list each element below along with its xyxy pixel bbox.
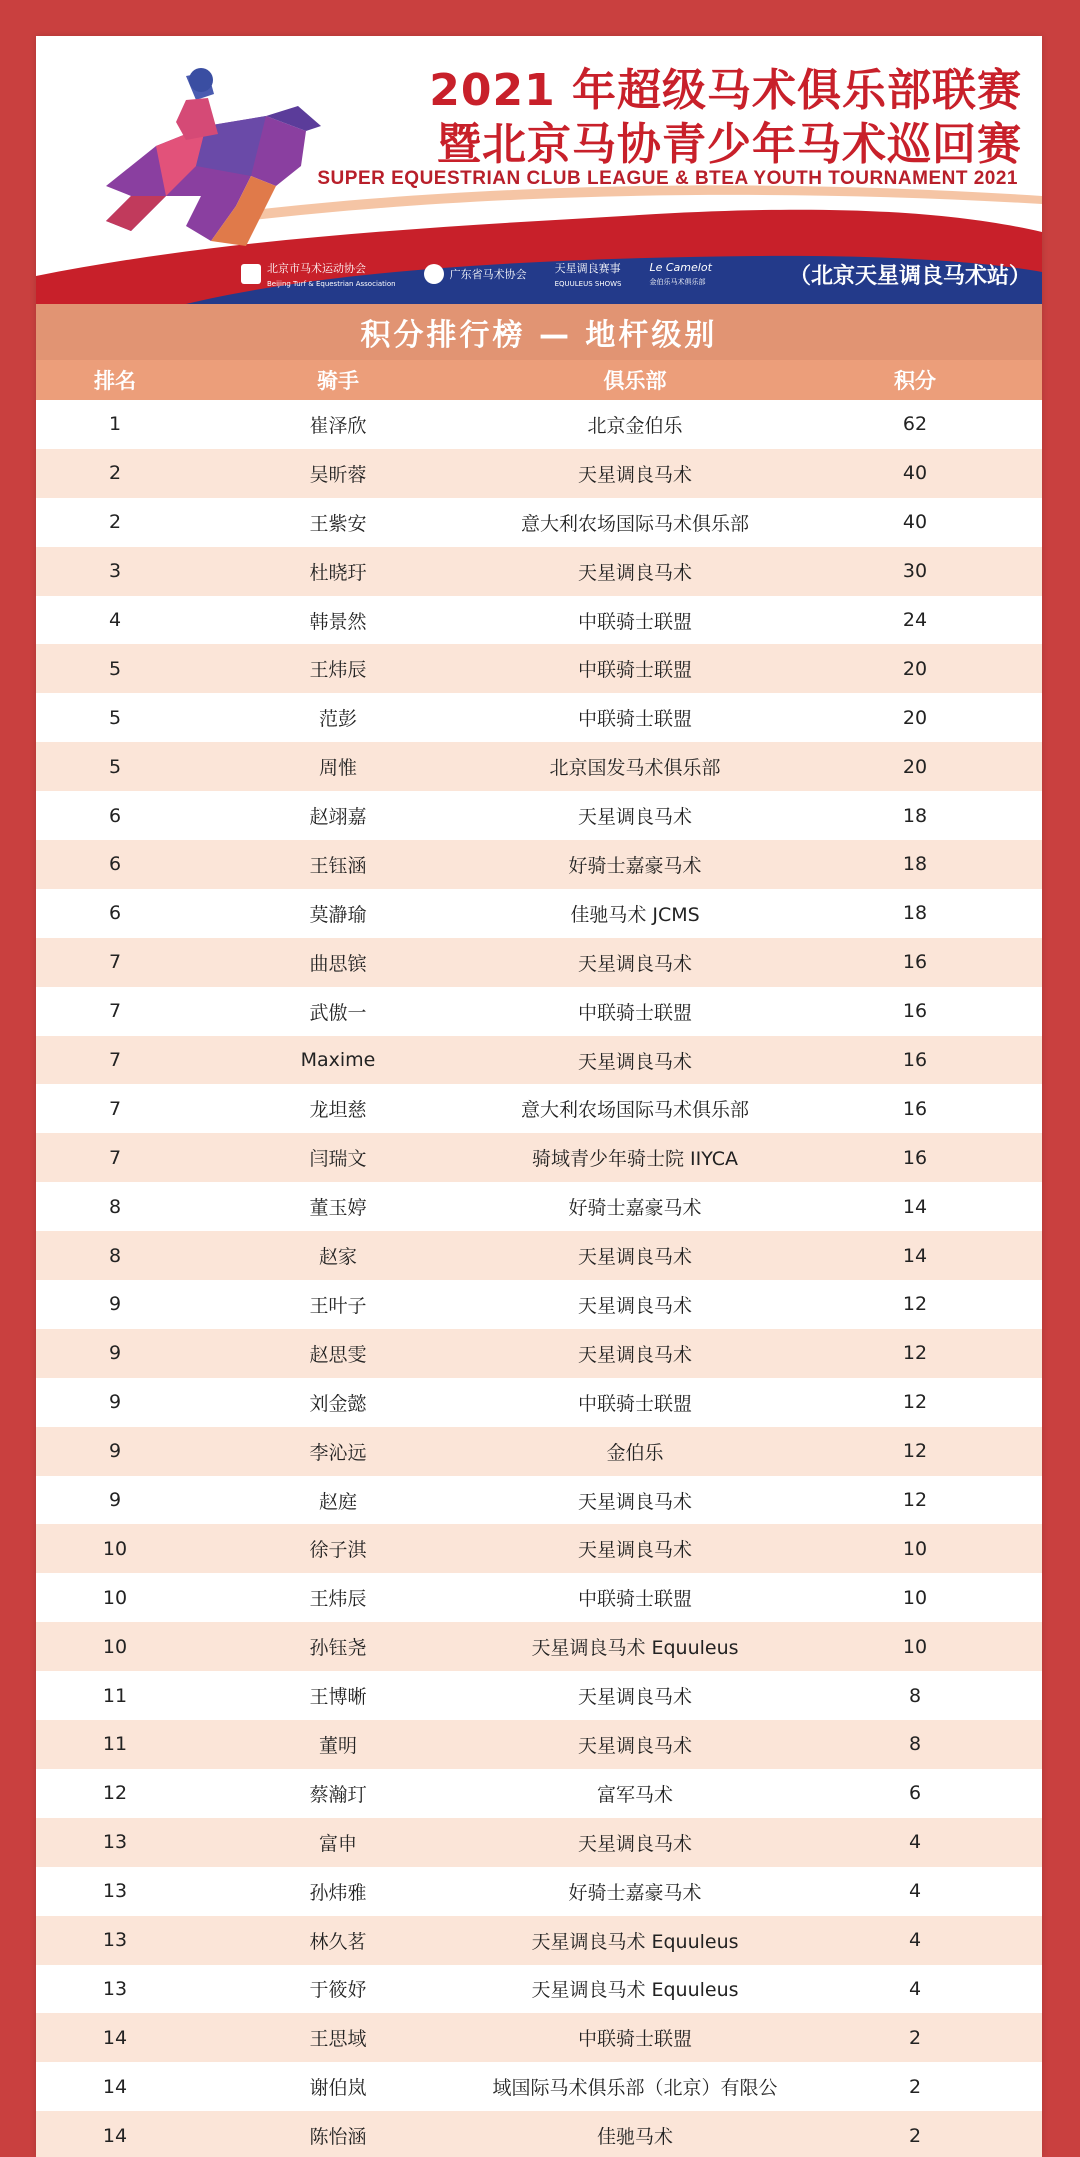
rank-cell: 9: [108, 1440, 122, 1463]
rider-cell: Maxime: [300, 1049, 376, 1072]
club-cell: 好骑士嘉豪马术: [568, 854, 702, 877]
table-row: [36, 547, 1042, 596]
points-cell: 12: [902, 1342, 928, 1365]
table-row: [36, 1916, 1042, 1965]
rider-cell: 王紫安: [309, 512, 367, 535]
points-cell: 8: [908, 1684, 922, 1707]
table-row: [36, 1036, 1042, 1085]
sponsor-btea: [241, 260, 396, 289]
club-cell: 天星调良马术: [577, 1832, 692, 1855]
rider-cell: 王钰涵: [309, 854, 367, 877]
club-cell: 金伯乐: [606, 1441, 664, 1464]
rank-cell: 7: [108, 1146, 122, 1169]
rank-cell: 9: [108, 1342, 122, 1365]
rider-cell: 莫瀞瑜: [309, 903, 367, 926]
club-cell: 天星调良马术: [577, 952, 692, 975]
column-header-club: 俱乐部: [603, 369, 667, 393]
club-cell: 天星调良马术: [577, 561, 692, 584]
points-cell: 16: [902, 1146, 928, 1169]
points-cell: 16: [902, 1000, 928, 1023]
rank-cell: 12: [102, 1782, 128, 1805]
points-cell: 10: [902, 1537, 928, 1560]
rank-cell: 8: [108, 1195, 122, 1218]
table-row: [36, 2111, 1042, 2157]
table-row: [36, 1231, 1042, 1280]
points-cell: 20: [902, 706, 928, 729]
rank-cell: 5: [108, 657, 122, 680]
rank-cell: 13: [102, 1831, 128, 1854]
points-cell: 20: [902, 755, 928, 778]
points-cell: 10: [902, 1586, 928, 1609]
sponsor-sub: EQUULEUS SHOWS: [554, 279, 622, 288]
table-row: [36, 498, 1042, 547]
points-cell: 40: [902, 511, 928, 534]
rider-cell: 谢伯岚: [309, 2077, 367, 2100]
rank-cell: 7: [108, 1097, 122, 1120]
rank-cell: 6: [108, 804, 122, 827]
sponsor-camelot: [649, 261, 711, 287]
sponsor-name: 北京市马术运动协会: [267, 261, 366, 275]
table-row: [36, 1329, 1042, 1378]
club-cell: 天星调良马术: [577, 1734, 692, 1757]
table-row: [36, 1133, 1042, 1182]
table-row: [36, 1280, 1042, 1329]
club-cell: 天星调良马术: [577, 1686, 692, 1709]
rank-cell: 1: [108, 413, 122, 436]
points-cell: 30: [902, 560, 928, 583]
club-cell: 天星调良马术: [577, 1539, 692, 1562]
club-cell: 意大利农场国际马术俱乐部: [520, 512, 749, 535]
rider-cell: 王博晰: [309, 1686, 367, 1709]
club-cell: 域国际马术俱乐部（北京）有限公: [492, 2077, 778, 2100]
equestrian-rider-icon: [106, 68, 321, 246]
rank-cell: 7: [108, 1049, 122, 1072]
table-row: [36, 1524, 1042, 1573]
table-row: [36, 1476, 1042, 1525]
points-cell: 12: [902, 1489, 928, 1512]
rank-cell: 14: [102, 2026, 128, 2049]
sponsor-sub: Beijing Turf & Equestrian Association: [267, 279, 396, 288]
points-cell: 6: [908, 1782, 922, 1805]
points-cell: 4: [908, 1929, 922, 1952]
title-english: SUPER EQUESTRIAN CLUB LEAGUE & BTEA YOUTH TOURNAMENT 2021: [317, 168, 1018, 189]
club-cell: 中联骑士联盟: [577, 1001, 692, 1024]
rider-cell: 王炜辰: [309, 1588, 367, 1611]
table-row: [36, 2062, 1042, 2111]
title-line-1: 2021 年超级马术俱乐部联赛: [429, 65, 1022, 116]
sponsor-name: 广东省马术协会: [449, 268, 527, 281]
table-row: [36, 400, 1042, 449]
event-banner: [36, 36, 1042, 304]
rider-cell: 陈怡涵: [309, 2126, 367, 2149]
points-cell: 4: [908, 1880, 922, 1903]
rider-cell: 董明: [318, 1734, 357, 1757]
rank-cell: 13: [102, 1880, 128, 1903]
rider-cell: 蔡瀚玎: [309, 1783, 367, 1806]
points-cell: 16: [902, 951, 928, 974]
rider-cell: 董玉婷: [309, 1197, 367, 1220]
table-row: [36, 1084, 1042, 1133]
points-cell: 2: [908, 2075, 922, 2098]
club-cell: 天星调良马术: [577, 463, 692, 486]
club-cell: 天星调良马术: [577, 1490, 692, 1513]
rank-cell: 5: [108, 706, 122, 729]
association-logo: [241, 264, 261, 284]
club-cell: 佳驰马术: [596, 2126, 673, 2149]
rank-cell: 7: [108, 1000, 122, 1023]
club-cell: 意大利农场国际马术俱乐部: [520, 1099, 749, 1122]
rank-cell: 4: [108, 609, 122, 631]
rider-cell: 孙钰尧: [309, 1637, 367, 1660]
board-title: 积分排行榜 — 地杆级别: [36, 304, 1042, 360]
table-row: [36, 1427, 1042, 1476]
table-row: [36, 1867, 1042, 1916]
rider-cell: 于筱妤: [309, 1979, 367, 2002]
table-row: [36, 1378, 1042, 1427]
rank-cell: 14: [102, 2124, 128, 2147]
station-label: （北京天星调良马术站）: [788, 263, 1031, 289]
club-cell: 中联骑士联盟: [577, 659, 692, 682]
points-cell: 2: [908, 2026, 922, 2049]
table-row: [36, 1671, 1042, 1720]
club-cell: 富军马术: [596, 1783, 673, 1806]
column-header-points: 积分: [894, 369, 936, 393]
club-cell: 中联骑士联盟: [577, 2028, 692, 2051]
points-cell: 10: [902, 1635, 928, 1658]
club-cell: 中联骑士联盟: [577, 610, 692, 633]
rider-cell: 徐子淇: [309, 1539, 367, 1562]
club-cell: 天星调良马术 Equuleus: [531, 1930, 739, 1953]
rider-cell: 龙坦慈: [309, 1099, 367, 1122]
points-cell: 12: [902, 1293, 928, 1316]
rank-cell: 7: [108, 951, 122, 974]
rank-cell: 10: [102, 1586, 128, 1609]
points-cell: 18: [902, 804, 928, 827]
sponsor-sub: 金伯乐马术俱乐部: [649, 278, 706, 286]
points-cell: 4: [908, 1977, 922, 2000]
points-cell: 18: [902, 853, 928, 876]
club-cell: 佳驰马术 JCMS: [570, 903, 700, 926]
rider-cell: 林久茗: [309, 1930, 367, 1953]
club-cell: 中联骑士联盟: [577, 708, 692, 731]
column-header-rank: 排名: [94, 369, 136, 393]
table-row: [36, 1182, 1042, 1231]
rank-cell: 14: [102, 2075, 128, 2098]
rank-cell: 2: [108, 511, 122, 534]
ranking-table: [36, 360, 1042, 2157]
rider-cell: 赵思雯: [309, 1343, 367, 1366]
club-cell: 天星调良马术 Equuleus: [531, 1979, 739, 2002]
club-cell: 天星调良马术: [577, 1050, 692, 1073]
club-cell: 中联骑士联盟: [577, 1392, 692, 1415]
club-cell: 北京金伯乐: [587, 414, 683, 437]
rider-cell: 崔泽欣: [309, 414, 367, 437]
column-header-rider: 骑手: [317, 369, 359, 393]
rider-cell: 赵家: [318, 1246, 357, 1269]
rider-cell: 王炜辰: [309, 659, 367, 682]
club-cell: 中联骑士联盟: [577, 1588, 692, 1611]
points-cell: 16: [902, 1097, 928, 1120]
club-cell: 天星调良马术 Equuleus: [531, 1637, 739, 1660]
rider-cell: 范彭: [318, 708, 357, 731]
rank-cell: 11: [102, 1733, 128, 1756]
sponsor-name: Le Camelot: [649, 261, 712, 274]
table-row: [36, 1720, 1042, 1769]
points-cell: 4: [908, 1831, 922, 1854]
rider-cell: 富申: [318, 1832, 357, 1855]
rank-cell: 6: [108, 853, 122, 876]
table-row: [36, 1769, 1042, 1818]
club-cell: 北京国发马术俱乐部: [549, 757, 721, 780]
sponsor-strip: [241, 254, 1031, 294]
table-row: [36, 1965, 1042, 2014]
points-cell: 12: [902, 1391, 928, 1414]
table-row: [36, 693, 1042, 742]
club-cell: 天星调良马术: [577, 1343, 692, 1366]
rank-cell: 9: [108, 1391, 122, 1414]
rank-cell: 2: [108, 462, 122, 485]
rider-cell: 杜晓玗: [309, 561, 367, 584]
table-row: [36, 449, 1042, 498]
rank-cell: 10: [102, 1537, 128, 1560]
points-cell: 14: [902, 1195, 928, 1218]
sponsor-name: 天星调良赛事: [554, 261, 621, 275]
rider-cell: 曲思镔: [309, 952, 367, 975]
association-logo: [424, 264, 444, 284]
table-row: [36, 2013, 1042, 2062]
rider-cell: 武傲一: [309, 1001, 367, 1024]
club-cell: 好骑士嘉豪马术: [568, 1197, 702, 1220]
points-cell: 62: [902, 413, 928, 436]
rider-cell: 李沁远: [309, 1441, 367, 1464]
rank-cell: 13: [102, 1977, 128, 2000]
points-cell: 8: [908, 1733, 922, 1756]
club-cell: 骑域青少年骑士院 IIYCA: [531, 1148, 739, 1171]
title-line-2: 暨北京马协青少年马术巡回赛: [437, 119, 1022, 170]
rider-cell: 赵翊嘉: [309, 806, 367, 829]
points-cell: 16: [902, 1049, 928, 1072]
rank-cell: 3: [108, 560, 122, 583]
rider-cell: 赵庭: [318, 1490, 357, 1513]
points-cell: 14: [902, 1244, 928, 1267]
rider-cell: 孙炜雅: [309, 1881, 367, 1904]
rank-cell: 9: [108, 1489, 122, 1512]
club-cell: 天星调良马术: [577, 806, 692, 829]
club-cell: 天星调良马术: [577, 1294, 692, 1317]
club-cell: 好骑士嘉豪马术: [568, 1881, 702, 1904]
sponsor-equuleus: [555, 260, 622, 289]
rider-cell: 周惟: [318, 757, 357, 780]
club-cell: 天星调良马术: [577, 1246, 692, 1269]
rank-cell: 6: [108, 902, 122, 925]
table-row: [36, 742, 1042, 791]
table-row: [36, 596, 1042, 645]
rider-cell: 闫瑞文: [309, 1148, 367, 1171]
table-row: [36, 791, 1042, 840]
points-cell: 2: [908, 2124, 922, 2147]
rank-cell: 5: [108, 755, 122, 778]
points-cell: 24: [902, 609, 928, 631]
rider-cell: 吴昕蓉: [309, 463, 367, 486]
points-cell: 20: [902, 657, 928, 680]
rank-cell: 8: [108, 1244, 122, 1267]
table-row: [36, 938, 1042, 987]
table-row: [36, 1622, 1042, 1671]
table-row: [36, 644, 1042, 693]
poster-card: [36, 36, 1042, 2157]
rider-cell: 王叶子: [309, 1294, 367, 1317]
rank-cell: 13: [102, 1929, 128, 1952]
sponsor-gdea: [424, 264, 527, 284]
points-cell: 18: [902, 902, 928, 925]
rank-cell: 11: [102, 1684, 128, 1707]
table-row: [36, 1573, 1042, 1622]
rider-cell: 刘金懿: [309, 1392, 367, 1415]
rider-cell: 王思域: [309, 2028, 367, 2051]
rank-cell: 9: [108, 1293, 122, 1316]
rider-cell: 韩景然: [309, 610, 367, 633]
points-cell: 40: [902, 462, 928, 485]
table-header-row: [36, 360, 1042, 400]
table-row: [36, 987, 1042, 1036]
table-row: [36, 889, 1042, 938]
table-row: [36, 1818, 1042, 1867]
points-cell: 12: [902, 1440, 928, 1463]
rank-cell: 10: [102, 1635, 128, 1658]
table-row: [36, 840, 1042, 889]
camelot-horse-logo: [649, 261, 711, 287]
